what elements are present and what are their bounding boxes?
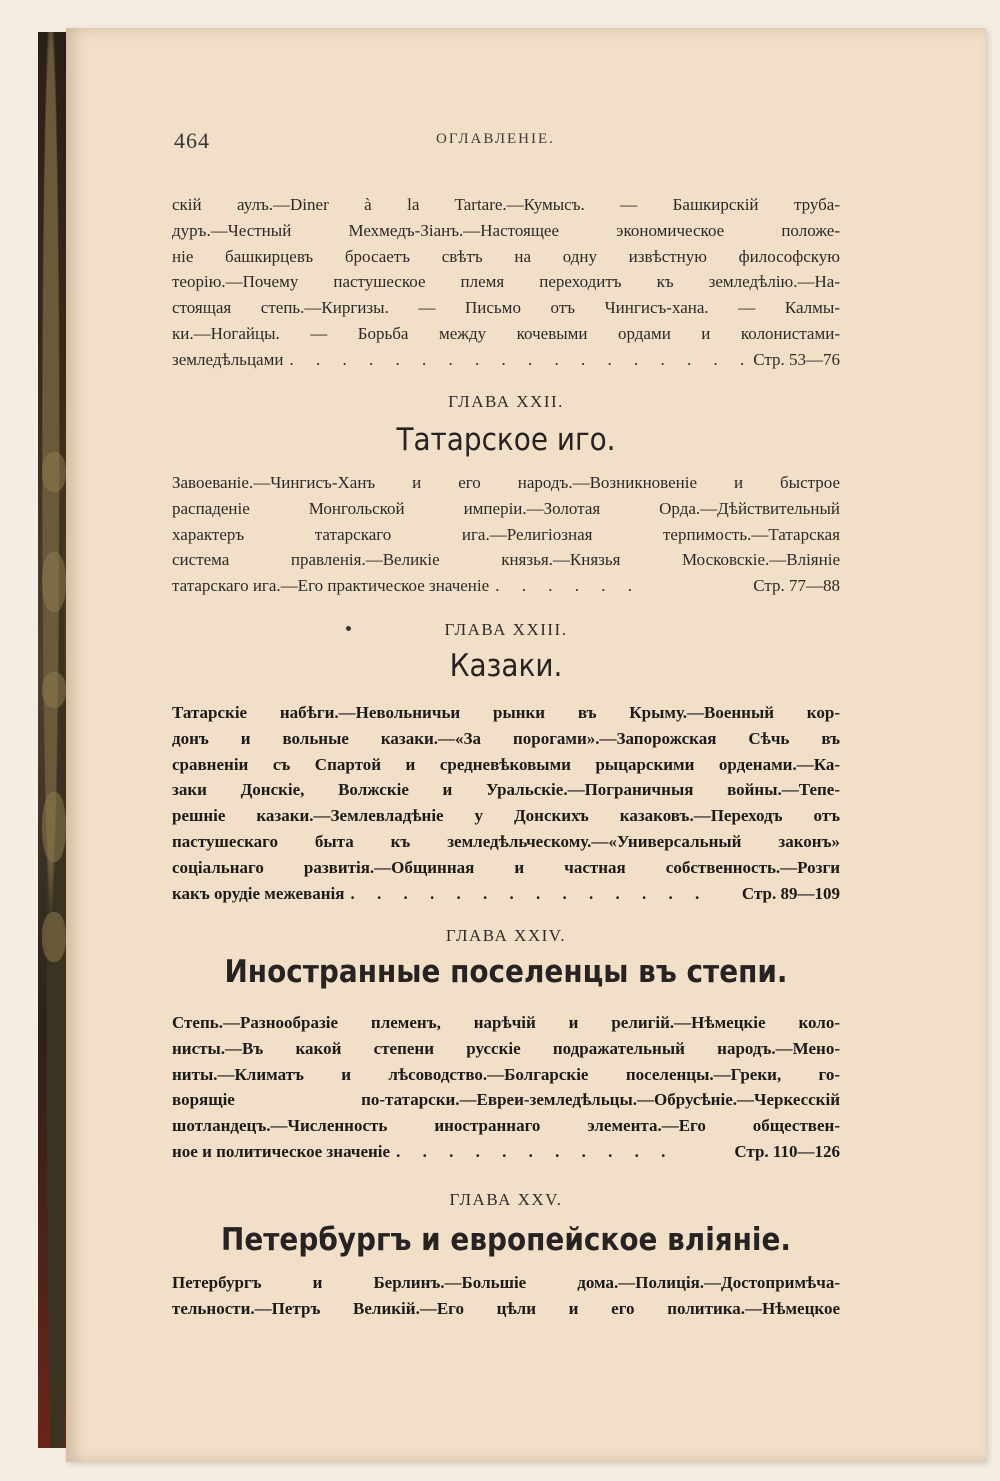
toc-line: ніе башкирцевъ бросаетъ свѣтъ на одну извѣстную философскую: [172, 246, 840, 266]
chapter-heading: ГЛАВА XXV.: [449, 1190, 563, 1209]
marble-pattern: [42, 672, 66, 708]
toc-line: заки Донскіе, Волжскіе и Уральскіе.—Пограничныя войны.—Тепе-: [172, 780, 840, 800]
toc-line: ворящіе по-татарски.—Евреи-земледѣльцы.—Обрусѣніе.—Черкесскій: [172, 1090, 840, 1110]
chapter-heading: ГЛАВА XXIII.: [444, 620, 568, 639]
toc-line: характеръ татарскаго ига.—Религіозная терпимость.—Татарская: [172, 524, 840, 544]
chapter-title: Татарское иго.: [396, 422, 616, 458]
toc-line: распаденіе Монгольской имперіи.—Золотая Орда.—Дѣйствительный: [172, 498, 840, 518]
page-reference: Стр. 77—88: [753, 576, 840, 596]
toc-entry: [172, 1270, 840, 1322]
toc-entry: [172, 700, 840, 906]
page-reference: Стр. 53—76: [753, 349, 840, 369]
toc-line: Петербургъ и Берлинъ.—Большіе дома.—Полиція.—Достопримѣча-: [172, 1273, 840, 1292]
page-reference: Стр. 110—126: [734, 1141, 840, 1161]
toc-line: система правленія.—Великіе князья.—Князья Московскіе.—Вліяніе: [172, 550, 840, 570]
toc-line: теорію.—Почему пастушеское племя переходитъ къ земледѣлію.—На-: [172, 272, 840, 292]
toc-line: соціальнаго развитія.—Общинная и частная собственность.—Розги: [172, 857, 840, 877]
toc-line-text: какъ орудіе межеванія: [172, 883, 345, 903]
toc-line-text: земледѣльцами: [172, 349, 284, 369]
leader-dots: . . . . . . . . . . .: [396, 1141, 675, 1161]
toc-line: тельности.—Петръ Великій.—Его цѣли и его политика.—Нѣмецкое: [172, 1298, 840, 1318]
chapter-title: Иностранные поселенцы въ степи.: [224, 954, 788, 990]
toc-line-last: [172, 347, 840, 373]
chapter-heading: ГЛАВА XXIV.: [445, 926, 567, 945]
toc-entry: [172, 1010, 840, 1165]
toc-line: Татарскіе набѣги.—Невольничьи рынки въ Крыму.—Военный кор-: [172, 703, 840, 722]
toc-line: Степь.—Разнообразіе племенъ, нарѣчій и религій.—Нѣмецкіе коло-: [172, 1013, 840, 1032]
leader-dots: . . . . . . . . . . . . . .: [350, 883, 709, 903]
toc-line: сравненіи съ Спартой и средневѣковыми рыцарскими орденами.—Ка-: [172, 754, 840, 774]
toc-line: ниты.—Климатъ и лѣсоводство.—Болгарскіе поселенцы.—Греки, го-: [172, 1064, 840, 1084]
chapter-title: Казаки.: [449, 648, 563, 684]
toc-entry: [172, 470, 840, 599]
toc-line-last: [172, 573, 840, 599]
leader-dots: . . . . . .: [495, 576, 641, 596]
toc-entry-continued: [172, 192, 840, 373]
chapter-heading: ГЛАВА XXII.: [448, 392, 564, 411]
running-title: ОГЛАВЛЕНІЕ.: [436, 131, 555, 147]
marble-pattern: [42, 452, 66, 492]
chapter-title: Петербургъ и европейское вліяніе.: [221, 1222, 791, 1258]
toc-line: нисты.—Въ какой степени русскіе подражательный народъ.—Мено-: [172, 1038, 840, 1058]
toc-line: стоящая степь.—Киргизы. — Письмо отъ Чингисъ-хана. — Калмы-: [172, 298, 840, 318]
toc-line: Завоеваніе.—Чингисъ-Ханъ и его народъ.—Возникновеніе и быстрое: [172, 473, 840, 492]
toc-line-last: [172, 1139, 840, 1165]
toc-line: донъ и вольные казаки.—«За порогами».—Запорожская Сѣчь въ: [172, 728, 840, 748]
toc-line-text: ное и политическое значеніе: [172, 1141, 391, 1161]
toc-line: ки.—Ногайцы. — Борьба между кочевыми ордами и колонистами-: [172, 323, 840, 343]
toc-line-text: татарскаго ига.—Его практическое значеніе: [172, 576, 490, 596]
toc-line: шотландецъ.—Численность иностраннаго элемента.—Его обществен-: [172, 1116, 840, 1136]
toc-line: скій аулъ.—Diner à la Tartare.—Кумысъ. — Башкирскій труба-: [172, 195, 840, 214]
toc-line-last: [172, 881, 840, 907]
marble-pattern: [42, 912, 66, 962]
page-number: 464: [174, 128, 210, 153]
toc-line: пастушескаго быта къ земледѣльческому.—«Универсальный законъ»: [172, 831, 840, 851]
toc-line: дуръ.—Честный Мехмедъ-Зіанъ.—Настоящее экономическое положе-: [172, 220, 840, 240]
leader-dots: . . . . . . . . . . . . . . . . . .: [289, 349, 754, 369]
marble-pattern: [42, 792, 66, 862]
marble-pattern: [42, 552, 66, 612]
page-reference: Стр. 89—109: [741, 883, 840, 903]
running-header: [174, 128, 970, 168]
toc-line: решніе казаки.—Землевладѣніе у Донскихъ казаковъ.—Переходъ отъ: [172, 806, 840, 826]
